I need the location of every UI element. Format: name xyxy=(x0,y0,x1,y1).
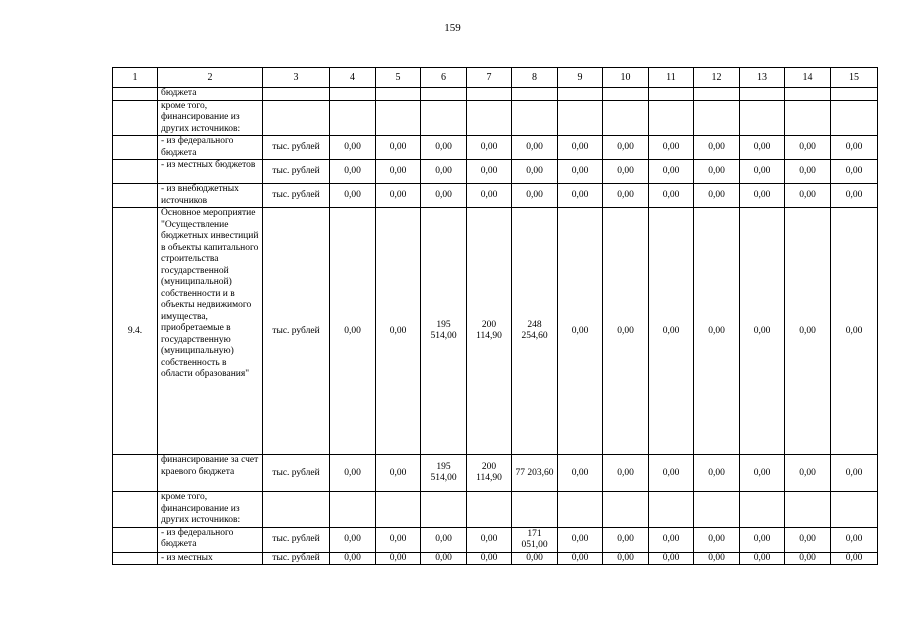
value-cell: 0,00 xyxy=(558,136,603,160)
table-row xyxy=(113,88,878,101)
row-number-cell xyxy=(113,527,158,552)
value-cell xyxy=(558,100,603,136)
value-cell: 0,00 xyxy=(603,184,649,208)
table-row xyxy=(113,100,878,136)
row-number-cell xyxy=(113,184,158,208)
value-cell: 0,00 xyxy=(740,552,785,565)
value-cell xyxy=(512,492,558,528)
value-cell: 0,00 xyxy=(330,552,376,565)
row-name-cell: - из федерального бюджета xyxy=(158,527,263,552)
header-cell: 6 xyxy=(421,68,467,88)
value-cell: 0,00 xyxy=(421,552,467,565)
value-cell: 0,00 xyxy=(330,455,376,492)
value-cell: 0,00 xyxy=(330,208,376,455)
value-cell: 0,00 xyxy=(694,184,740,208)
value-cell: 0,00 xyxy=(467,552,512,565)
value-cell: 0,00 xyxy=(330,136,376,160)
table-row xyxy=(113,136,878,160)
value-cell xyxy=(694,492,740,528)
value-cell: 171 051,00 xyxy=(512,527,558,552)
table-row xyxy=(113,160,878,184)
row-name-cell: - из местных xyxy=(158,552,263,565)
value-cell xyxy=(376,100,421,136)
value-cell xyxy=(467,100,512,136)
value-cell: 0,00 xyxy=(831,160,878,184)
table-row xyxy=(113,208,878,455)
value-cell: 0,00 xyxy=(467,184,512,208)
row-number-cell xyxy=(113,100,158,136)
value-cell: 0,00 xyxy=(330,160,376,184)
header-cell: 11 xyxy=(649,68,694,88)
value-cell xyxy=(785,88,831,101)
value-cell: 0,00 xyxy=(558,552,603,565)
value-cell xyxy=(785,492,831,528)
value-cell xyxy=(831,88,878,101)
value-cell: 0,00 xyxy=(558,208,603,455)
value-cell: 0,00 xyxy=(421,527,467,552)
value-cell: 0,00 xyxy=(740,136,785,160)
value-cell: 0,00 xyxy=(694,208,740,455)
value-cell xyxy=(694,88,740,101)
row-number-cell xyxy=(113,552,158,565)
value-cell: 0,00 xyxy=(785,552,831,565)
header-cell: 10 xyxy=(603,68,649,88)
value-cell: 77 203,60 xyxy=(512,455,558,492)
value-cell: 0,00 xyxy=(603,160,649,184)
value-cell xyxy=(512,100,558,136)
row-number-cell xyxy=(113,88,158,101)
value-cell: 0,00 xyxy=(649,527,694,552)
value-cell xyxy=(330,100,376,136)
value-cell xyxy=(649,88,694,101)
value-cell: 0,00 xyxy=(831,184,878,208)
unit-cell: тыс. рублей xyxy=(263,527,330,552)
value-cell: 0,00 xyxy=(694,527,740,552)
page-number: 159 xyxy=(444,22,461,34)
value-cell: 0,00 xyxy=(740,184,785,208)
value-cell: 0,00 xyxy=(831,527,878,552)
header-row xyxy=(113,68,878,88)
value-cell xyxy=(421,88,467,101)
value-cell: 0,00 xyxy=(421,160,467,184)
table-row xyxy=(113,527,878,552)
value-cell: 0,00 xyxy=(785,136,831,160)
value-cell xyxy=(467,88,512,101)
budget-table xyxy=(112,67,878,565)
value-cell: 0,00 xyxy=(694,552,740,565)
value-cell xyxy=(740,100,785,136)
value-cell: 0,00 xyxy=(376,136,421,160)
value-cell: 0,00 xyxy=(831,208,878,455)
header-cell: 9 xyxy=(558,68,603,88)
value-cell: 0,00 xyxy=(376,527,421,552)
row-number-cell xyxy=(113,455,158,492)
value-cell xyxy=(740,492,785,528)
value-cell: 0,00 xyxy=(649,136,694,160)
value-cell: 0,00 xyxy=(649,184,694,208)
value-cell xyxy=(603,492,649,528)
row-number-cell xyxy=(113,160,158,184)
value-cell xyxy=(831,492,878,528)
value-cell: 0,00 xyxy=(376,552,421,565)
value-cell: 0,00 xyxy=(785,455,831,492)
header-cell: 3 xyxy=(263,68,330,88)
value-cell: 0,00 xyxy=(421,184,467,208)
value-cell: 0,00 xyxy=(785,208,831,455)
row-number-cell xyxy=(113,492,158,528)
header-cell: 1 xyxy=(113,68,158,88)
value-cell: 0,00 xyxy=(603,552,649,565)
header-cell: 14 xyxy=(785,68,831,88)
unit-cell: тыс. рублей xyxy=(263,160,330,184)
value-cell xyxy=(421,492,467,528)
value-cell: 0,00 xyxy=(467,160,512,184)
value-cell: 0,00 xyxy=(467,527,512,552)
value-cell: 0,00 xyxy=(512,552,558,565)
value-cell: 0,00 xyxy=(558,184,603,208)
value-cell xyxy=(330,492,376,528)
row-name-cell: - из федерального бюджета xyxy=(158,136,263,160)
header-cell: 15 xyxy=(831,68,878,88)
value-cell: 0,00 xyxy=(467,136,512,160)
value-cell: 0,00 xyxy=(376,208,421,455)
value-cell: 0,00 xyxy=(376,455,421,492)
value-cell: 0,00 xyxy=(603,208,649,455)
value-cell: 0,00 xyxy=(785,160,831,184)
value-cell xyxy=(330,88,376,101)
value-cell: 0,00 xyxy=(512,136,558,160)
value-cell xyxy=(376,88,421,101)
row-number-cell xyxy=(113,136,158,160)
value-cell xyxy=(558,88,603,101)
value-cell: 0,00 xyxy=(376,184,421,208)
unit-cell xyxy=(263,492,330,528)
value-cell: 0,00 xyxy=(649,208,694,455)
value-cell xyxy=(603,88,649,101)
value-cell: 0,00 xyxy=(512,160,558,184)
table-row xyxy=(113,184,878,208)
value-cell: 0,00 xyxy=(649,552,694,565)
row-name-cell: - из внебюджетных источников xyxy=(158,184,263,208)
row-number-cell: 9.4. xyxy=(113,208,158,455)
value-cell: 0,00 xyxy=(831,136,878,160)
value-cell: 0,00 xyxy=(649,160,694,184)
row-name-cell: бюджета xyxy=(158,88,263,101)
value-cell: 0,00 xyxy=(603,455,649,492)
value-cell: 0,00 xyxy=(831,552,878,565)
value-cell: 248 254,60 xyxy=(512,208,558,455)
value-cell: 200 114,90 xyxy=(467,208,512,455)
value-cell: 195 514,00 xyxy=(421,455,467,492)
value-cell xyxy=(558,492,603,528)
value-cell xyxy=(376,492,421,528)
value-cell: 0,00 xyxy=(330,184,376,208)
value-cell xyxy=(831,100,878,136)
row-name-cell: - из местных бюджетов xyxy=(158,160,263,184)
table-row xyxy=(113,552,878,565)
value-cell: 0,00 xyxy=(603,527,649,552)
value-cell xyxy=(603,100,649,136)
value-cell: 0,00 xyxy=(603,136,649,160)
value-cell: 0,00 xyxy=(831,455,878,492)
table-row xyxy=(113,492,878,528)
value-cell xyxy=(694,100,740,136)
header-cell: 13 xyxy=(740,68,785,88)
value-cell: 0,00 xyxy=(558,455,603,492)
value-cell: 0,00 xyxy=(694,136,740,160)
value-cell: 195 514,00 xyxy=(421,208,467,455)
value-cell: 0,00 xyxy=(512,184,558,208)
header-cell: 7 xyxy=(467,68,512,88)
header-cell: 4 xyxy=(330,68,376,88)
value-cell: 0,00 xyxy=(740,455,785,492)
value-cell: 0,00 xyxy=(558,160,603,184)
value-cell: 0,00 xyxy=(421,136,467,160)
value-cell xyxy=(649,100,694,136)
header-cell: 2 xyxy=(158,68,263,88)
value-cell: 0,00 xyxy=(785,184,831,208)
value-cell: 200 114,90 xyxy=(467,455,512,492)
value-cell xyxy=(467,492,512,528)
table-row xyxy=(113,455,878,492)
value-cell: 0,00 xyxy=(694,160,740,184)
row-name-cell: финансирование за счет краевого бюджета xyxy=(158,455,263,492)
unit-cell: тыс. рублей xyxy=(263,208,330,455)
unit-cell xyxy=(263,88,330,101)
value-cell: 0,00 xyxy=(740,160,785,184)
value-cell xyxy=(421,100,467,136)
value-cell: 0,00 xyxy=(376,160,421,184)
value-cell xyxy=(740,88,785,101)
value-cell: 0,00 xyxy=(649,455,694,492)
header-cell: 8 xyxy=(512,68,558,88)
header-cell: 5 xyxy=(376,68,421,88)
value-cell: 0,00 xyxy=(785,527,831,552)
unit-cell xyxy=(263,100,330,136)
value-cell: 0,00 xyxy=(694,455,740,492)
unit-cell: тыс. рублей xyxy=(263,552,330,565)
value-cell: 0,00 xyxy=(740,527,785,552)
value-cell xyxy=(649,492,694,528)
row-name-cell: Основное мероприятие "Осуществление бюджетных инвестиций в объекты капитального строительства государственной (муниципальной) собственности и в объекты недвижимого имущества, приобретаемые в государственную (муниципальную) собственность в области образования" xyxy=(158,208,263,455)
value-cell xyxy=(785,100,831,136)
value-cell xyxy=(512,88,558,101)
row-name-cell: кроме того, финансирование из других источников: xyxy=(158,492,263,528)
unit-cell: тыс. рублей xyxy=(263,136,330,160)
unit-cell: тыс. рублей xyxy=(263,184,330,208)
header-cell: 12 xyxy=(694,68,740,88)
value-cell: 0,00 xyxy=(558,527,603,552)
value-cell: 0,00 xyxy=(740,208,785,455)
value-cell: 0,00 xyxy=(330,527,376,552)
row-name-cell: кроме того, финансирование из других источников: xyxy=(158,100,263,136)
unit-cell: тыс. рублей xyxy=(263,455,330,492)
